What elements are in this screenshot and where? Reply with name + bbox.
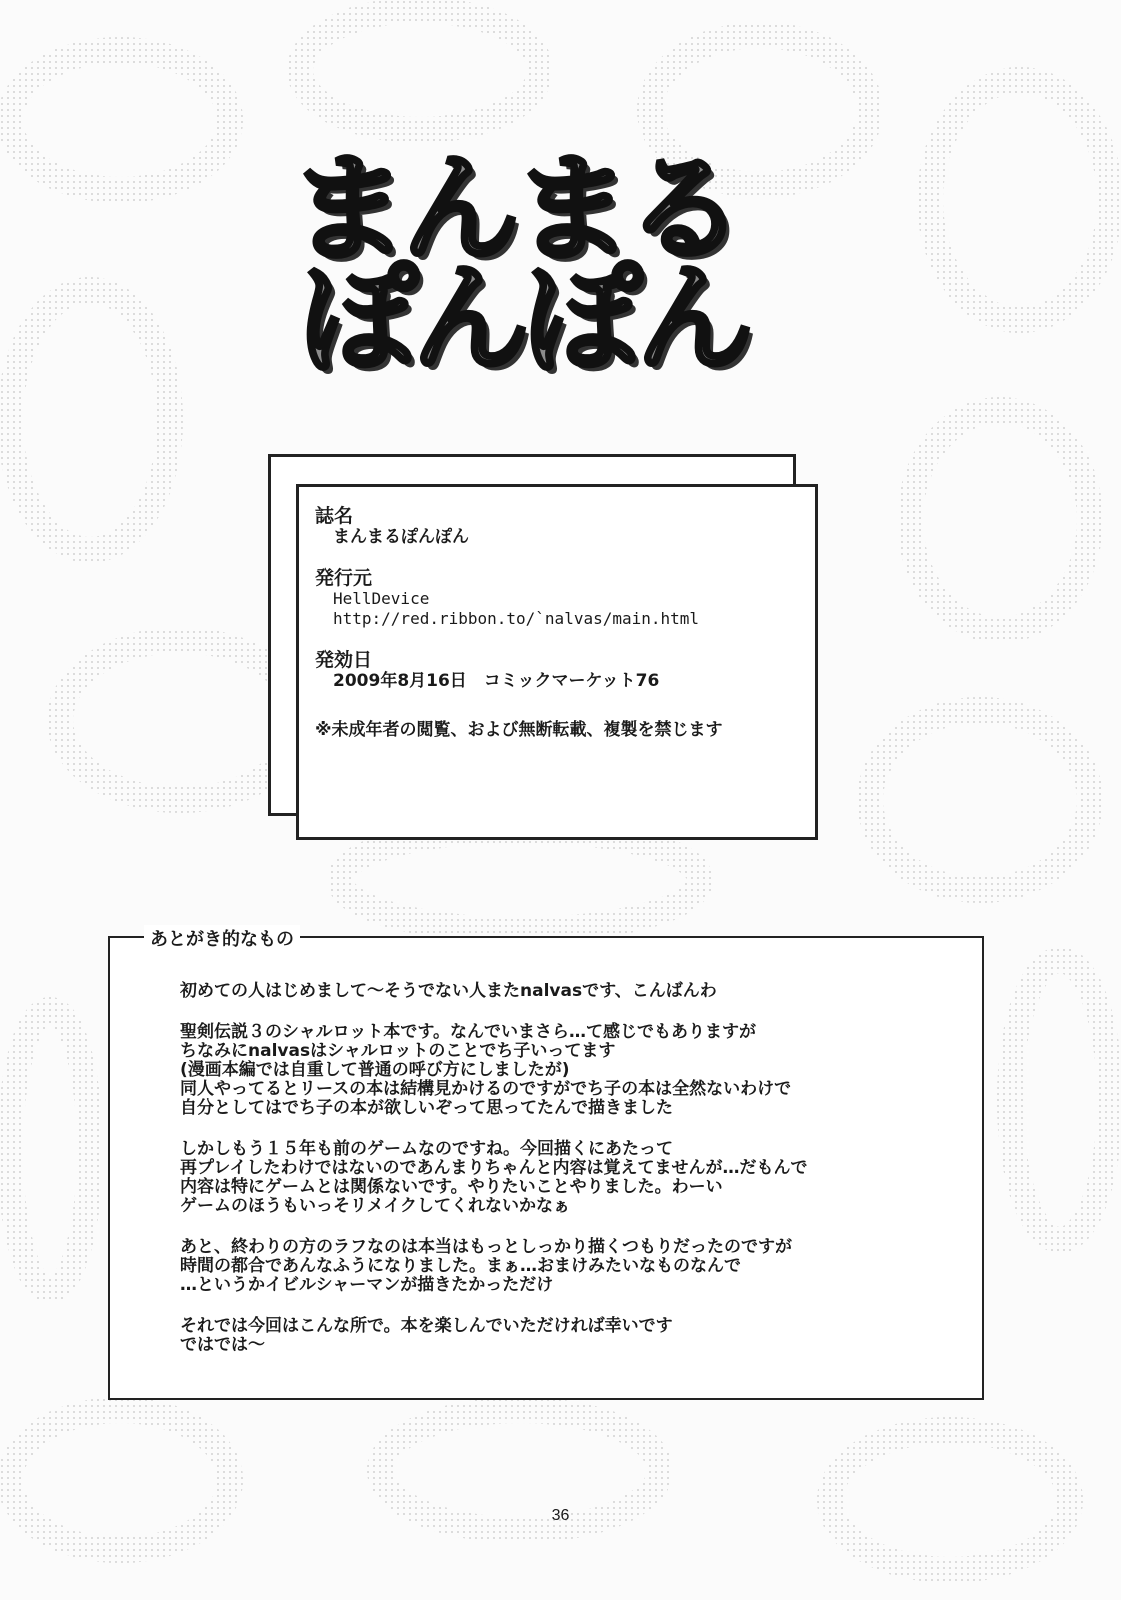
afterword-line: …というかイビルシャーマンが描きたかっただけ	[180, 1275, 554, 1295]
date-label: 発効日	[315, 649, 373, 671]
afterword-line: 聖剣伝説３のシャルロット本です。なんでいまさら…て感じでもありますが	[180, 1022, 756, 1042]
afterword-line: (漫画本編では自重して普通の呼び方にしましたが)	[180, 1060, 570, 1080]
afterword-line: 時間の都合であんなふうになりました。まぁ…おまけみたいなものなんで	[180, 1256, 741, 1276]
publisher-label: 発行元	[315, 567, 373, 589]
afterword-line: しかしもう１５年も前のゲームなのですね。今回描くにあたって	[180, 1139, 673, 1159]
magazine-value: まんまるぽんぽん	[333, 527, 469, 547]
magazine-label: 誌名	[315, 505, 354, 527]
afterword-line: ではでは～	[180, 1335, 265, 1355]
publisher-url: http://red.ribbon.to/`nalvas/main.html	[333, 609, 700, 628]
afterword-title: あとがき的なもの	[144, 925, 300, 951]
afterword-line: あと、終わりの方のラフなのは本当はもっとしっかり描くつもりだったのですが	[180, 1237, 792, 1257]
book-title-line-2: ぽんぽん	[300, 250, 749, 388]
afterword-line: 再プレイしたわけではないのであんまりちゃんと内容は覚えてませんが…だもんで	[180, 1158, 808, 1178]
afterword-line: 内容は特にゲームとは関係ないです。やりたいことやりました。わーい	[180, 1177, 723, 1197]
afterword-line: 初めての人はじめまして～そうでない人またnalvasです、こんばんわ	[180, 981, 717, 1001]
book-title-line-1: まんまる	[290, 140, 739, 278]
date-value: 2009年8月16日 コミックマーケット76	[333, 671, 660, 691]
copyright-notice: ※未成年者の閲覧、および無断転載、複製を禁じます	[315, 720, 723, 740]
afterword-paragraph	[180, 1023, 960, 1118]
afterword-paragraph	[180, 1317, 960, 1355]
afterword-box	[108, 929, 984, 1400]
afterword-paragraph	[180, 982, 960, 1001]
afterword-line: 自分としてはでち子の本が欲しいぞって思ってたんで描きました	[180, 1098, 673, 1118]
afterword-paragraph	[180, 1140, 960, 1216]
afterword-paragraph	[180, 1238, 960, 1295]
page-number: 36	[551, 1507, 570, 1524]
afterword-line: 同人やってるとリースの本は結構見かけるのですがでち子の本は全然ないわけで	[180, 1079, 792, 1099]
afterword-line: それでは今回はこんな所で。本を楽しんでいただければ幸いです	[180, 1316, 673, 1336]
afterword-body	[180, 982, 960, 1377]
afterword-line: ちなみにnalvasはシャルロットのことでち子いってます	[180, 1041, 616, 1061]
afterword-line: ゲームのほうもいっそリメイクしてくれないかなぁ	[180, 1196, 570, 1216]
colophon-box	[296, 484, 818, 840]
publisher-name: HellDevice	[333, 589, 430, 608]
